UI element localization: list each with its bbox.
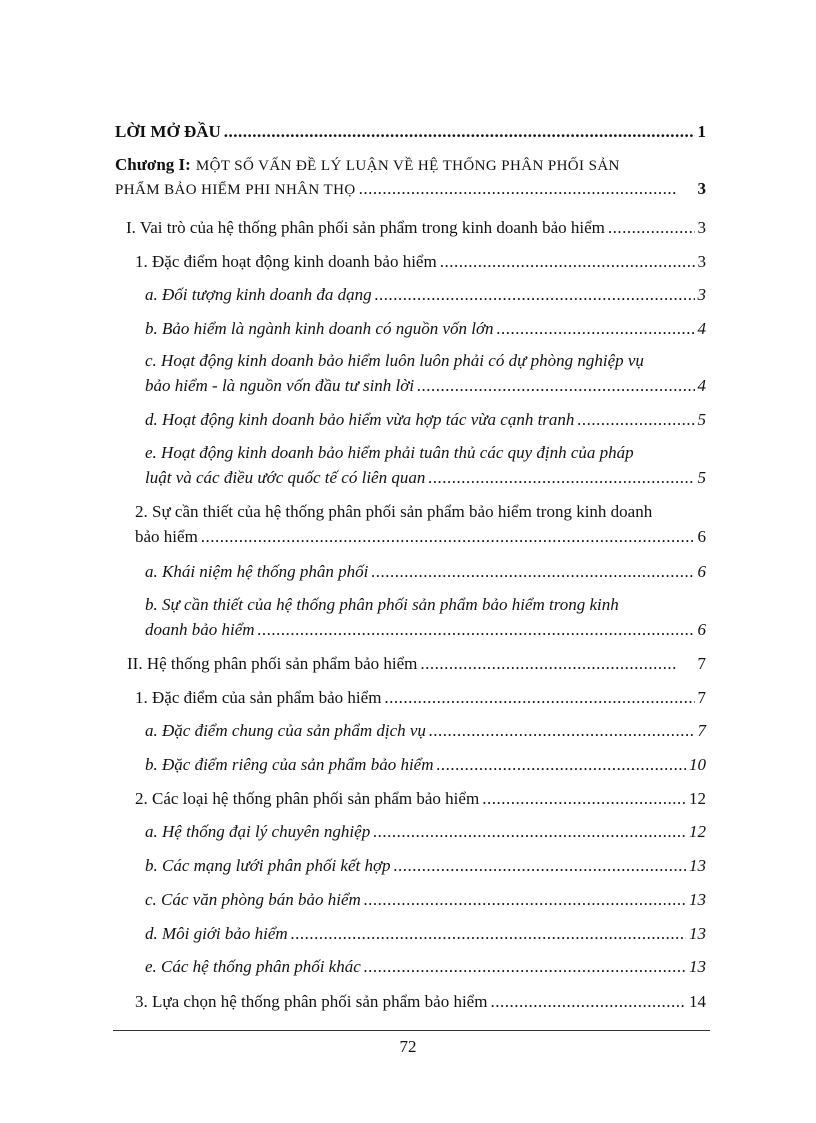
- toc-entry-page: 3: [697, 179, 706, 198]
- toc-entry-i-1-a: [145, 285, 706, 305]
- toc-entry-ii-2-a: [145, 822, 706, 842]
- toc-entry-i-2: [135, 502, 706, 547]
- toc-entry-intro: [115, 122, 706, 142]
- dot-leader: [371, 562, 694, 582]
- toc-entry-i-2-a: [145, 562, 706, 582]
- toc-entry-label: d. Hoạt động kinh doanh bảo hiểm vừa hợp tác vừa cạnh tranh: [145, 410, 575, 429]
- toc-entry-label: a. Hệ thống đại lý chuyên nghiệp: [145, 822, 371, 841]
- toc-entry-ii-1-b: [145, 755, 706, 775]
- toc-entry-section-i: [126, 218, 706, 238]
- dot-leader: [428, 468, 694, 488]
- toc-entry-page: 3: [697, 285, 706, 304]
- footer-rule: [113, 1030, 710, 1031]
- toc-entry-page: 14: [689, 992, 706, 1011]
- toc-entry-i-1-d: [145, 410, 706, 430]
- toc-entry-label: c. Các văn phòng bán bảo hiểm: [145, 890, 361, 909]
- toc-entry-page: 13: [689, 924, 706, 943]
- toc-entry-page: 13: [689, 957, 706, 976]
- dot-leader: [417, 376, 694, 396]
- dot-leader: [224, 122, 695, 142]
- toc-entry-label: 1. Đặc điểm của sản phẩm bảo hiểm: [135, 688, 382, 707]
- toc-entry-label: a. Khái niệm hệ thống phân phối: [145, 562, 369, 581]
- toc-entry-label: d. Môi giới bảo hiểm: [145, 924, 288, 943]
- toc-entry-label-line-2: bảo hiểm: [135, 527, 198, 546]
- toc-entry-i-1: [135, 252, 706, 272]
- toc-entry-ii-2-c: [145, 890, 706, 910]
- toc-entry-label-line-2: luật và các điều ước quốc tế có liên quan: [145, 468, 426, 487]
- toc-entry-label-line-2: bảo hiểm - là nguồn vốn đầu tư sinh lời: [145, 376, 415, 395]
- dot-leader: [437, 755, 687, 775]
- toc-entry-label: I. Vai trò của hệ thống phân phối sản phẩm trong kinh doanh bảo hiểm: [126, 218, 605, 237]
- toc-entry-label: b. Các mạng lưới phân phối kết hợp: [145, 856, 391, 875]
- dot-leader: [373, 822, 686, 842]
- chapter-title-line-1: MỘT SỐ VẤN ĐỀ LÝ LUẬN VỀ HỆ THỐNG PHÂN PHỐI SẢN: [195, 158, 620, 174]
- dot-leader: [420, 654, 675, 674]
- toc-entry-page: 10: [689, 755, 706, 774]
- toc-entry-label: 3. Lựa chọn hệ thống phân phối sản phẩm bảo hiểm: [135, 992, 488, 1011]
- dot-leader: [364, 890, 686, 910]
- dot-leader: [364, 957, 686, 977]
- chapter-title-line-2: PHẨM BẢO HIỂM PHI NHÂN THỌ: [115, 182, 356, 198]
- toc-entry-label-line-1: c. Hoạt động kinh doanh bảo hiểm luôn luôn phải có dự phòng nghiệp vụ: [145, 351, 644, 370]
- toc-entry-page: 6: [697, 620, 706, 639]
- dot-leader: [258, 620, 695, 640]
- dot-leader: [394, 856, 686, 876]
- toc-entry-ii-3: [135, 992, 706, 1012]
- dot-leader: [440, 252, 695, 272]
- toc-entry-page: 12: [689, 822, 706, 841]
- toc-entry-i-1-e: [145, 443, 706, 488]
- toc-entry-ii-1-a: [145, 721, 706, 741]
- toc-entry-page: 5: [697, 410, 706, 429]
- toc-entry-label: 2. Các loại hệ thống phân phối sản phẩm bảo hiểm: [135, 789, 480, 808]
- toc-entry-label: a. Đặc điểm chung của sản phẩm dịch vụ: [145, 721, 426, 740]
- toc-entry-page: 7: [697, 688, 706, 707]
- toc-entry-label: LỜI MỞ ĐẦU: [115, 122, 221, 141]
- toc-entry-ii-2-b: [145, 856, 706, 876]
- toc-entry-i-1-b: [145, 319, 706, 339]
- dot-leader: [577, 410, 694, 430]
- dot-leader: [359, 179, 677, 199]
- toc-entry-page: 13: [689, 890, 706, 909]
- toc-entry-label: b. Bảo hiểm là ngành kinh doanh có nguồn vốn lớn: [145, 319, 494, 338]
- toc-entry-label-line-1: b. Sự cần thiết của hệ thống phân phối sản phẩm bảo hiểm trong kinh: [145, 595, 619, 614]
- toc-entry-ii-2-d: [145, 924, 706, 944]
- toc-entry-chapter-1: [115, 155, 706, 199]
- dot-leader: [201, 527, 695, 547]
- toc-entry-page: 1: [697, 122, 706, 141]
- toc-entry-label: b. Đặc điểm riêng của sản phẩm bảo hiểm: [145, 755, 434, 774]
- toc-entry-page: 3: [697, 252, 706, 271]
- toc-entry-ii-2-e: [145, 957, 706, 977]
- toc-entry-page: 3: [697, 218, 706, 237]
- dot-leader: [384, 688, 694, 708]
- dot-leader: [482, 789, 686, 809]
- dot-leader: [608, 218, 695, 238]
- toc-entry-label-line-1: e. Hoạt động kinh doanh bảo hiểm phải tuân thủ các quy định của pháp: [145, 443, 634, 462]
- toc-entry-page: 4: [697, 319, 706, 338]
- toc-entry-ii-2: [135, 789, 706, 809]
- toc-entry-page: 6: [697, 527, 706, 546]
- toc-entry-i-1-c: [145, 351, 706, 396]
- toc-entry-page: 5: [697, 468, 706, 487]
- page-number: 72: [399, 1037, 417, 1056]
- toc-entry-label: II. Hệ thống phân phối sản phẩm bảo hiểm: [127, 654, 418, 673]
- dot-leader: [291, 924, 686, 944]
- toc-entry-page: 12: [689, 789, 706, 808]
- dot-leader: [429, 721, 695, 741]
- toc-entry-page: 13: [689, 856, 706, 875]
- dot-leader: [490, 992, 686, 1012]
- toc-entry-section-ii: [127, 654, 706, 674]
- toc-entry-label: a. Đối tượng kinh doanh đa dạng: [145, 285, 372, 304]
- toc-entry-page: 7: [697, 721, 706, 740]
- dot-leader: [497, 319, 695, 339]
- toc-entry-label-line-1: 2. Sự cần thiết của hệ thống phân phối sản phẩm bảo hiểm trong kinh doanh: [135, 502, 653, 521]
- toc-entry-label: 1. Đặc điểm hoạt động kinh doanh bảo hiểm: [135, 252, 437, 271]
- toc-entry-i-2-b: [145, 595, 706, 640]
- chapter-prefix: Chương I:: [115, 155, 191, 174]
- dot-leader: [375, 285, 695, 305]
- toc-entry-ii-1: [135, 688, 706, 708]
- toc-entry-label-line-2: doanh bảo hiểm: [145, 620, 255, 639]
- toc-entry-label: e. Các hệ thống phân phối khác: [145, 957, 361, 976]
- toc-entry-page: 7: [697, 654, 706, 673]
- toc-entry-page: 6: [697, 562, 706, 581]
- toc-entry-page: 4: [697, 376, 706, 395]
